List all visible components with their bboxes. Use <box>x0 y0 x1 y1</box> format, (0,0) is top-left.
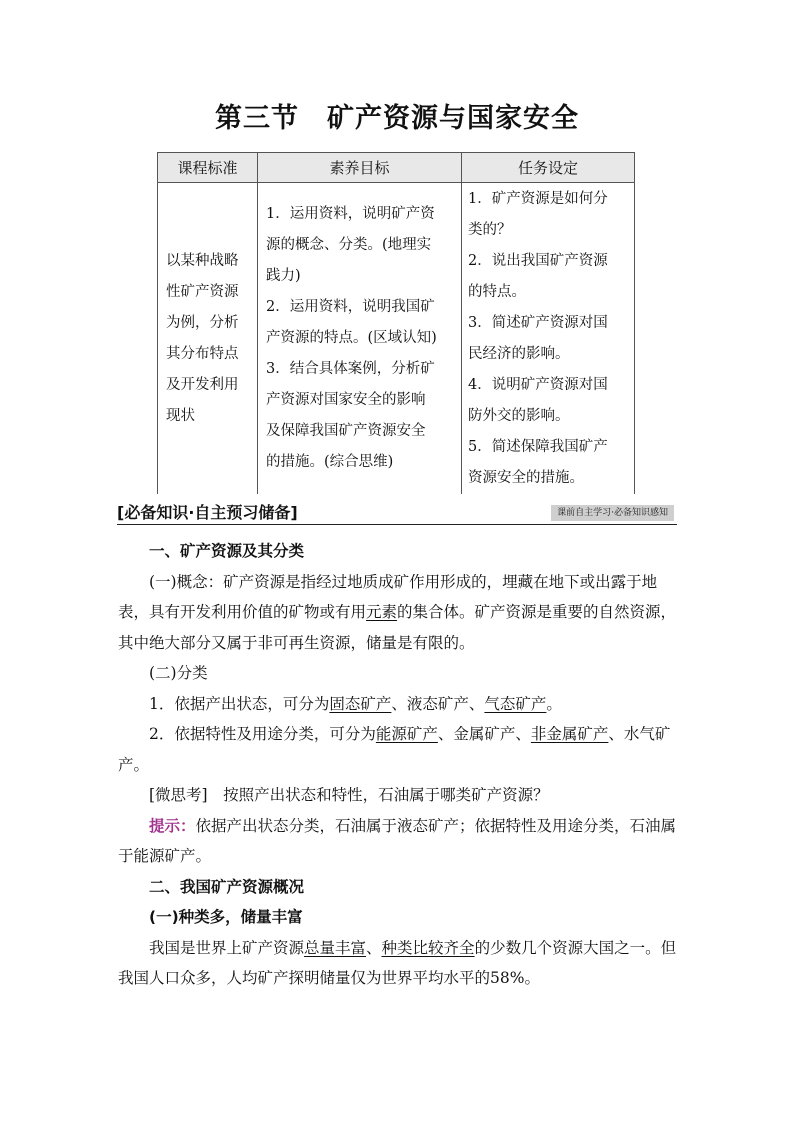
standard-line: 现状 <box>166 407 195 424</box>
page-title: 第三节 矿产资源与国家安全 <box>215 103 579 134</box>
goal-line: 产资源的特点。(区域认知) <box>266 330 437 346</box>
task-line: 1．矿产资源是如何分 <box>468 191 608 207</box>
section-heading: [必备知识·自主预习储备] <box>117 503 298 522</box>
standard-line: 其分布特点 <box>166 345 239 362</box>
task-line: 2．说出我国矿产资源 <box>468 253 608 269</box>
variety-paragraph: 我国是世界上矿产资源总量丰富、种类比较齐全的少数几个资源大国之一。但我国人口众多，人均矿产探明储量仅为世界平均水平的58%。 <box>118 938 677 987</box>
underlined-term: 能源矿产 <box>375 725 438 743</box>
classification-item-1: 1．依据产出状态，可分为固态矿产、液态矿产、气态矿产。 <box>149 694 562 713</box>
classification-item-2: 2．依据特性及用途分类，可分为能源矿产、金属矿产、非金属矿产、水气矿产。 <box>118 725 671 774</box>
header-standard: 课程标准 <box>158 153 258 183</box>
classification-heading: (二)分类 <box>149 664 208 682</box>
standard-cell <box>158 183 258 495</box>
goal-line: 的措施。(综合思维) <box>266 454 394 470</box>
think-question: [微思考] 按照产出状态和特性，石油属于哪类矿产资源？ <box>149 786 549 804</box>
section-divider <box>117 498 677 525</box>
task-line: 的特点。 <box>468 284 526 300</box>
heading-china-overview: 二、我国矿产资源概况 <box>149 877 305 896</box>
content-body <box>118 536 678 994</box>
goal-line: 源的概念、分类。(地理实 <box>266 237 432 253</box>
underlined-term: 非金属矿产 <box>530 725 609 743</box>
underlined-term: 气态矿产 <box>484 694 547 713</box>
subheading-variety: (一)种类多，储量丰富 <box>149 908 303 926</box>
underlined-term: 元素 <box>366 603 398 621</box>
curriculum-table <box>157 152 635 494</box>
standard-line: 及开发利用 <box>166 376 239 393</box>
goal-line: 2．运用资料，说明我国矿 <box>266 299 435 315</box>
goal-line: 及保障我国矿产资源安全 <box>266 423 426 439</box>
concept-paragraph: (一)概念：矿产资源是指经过地质成矿作用形成的，埋藏在地下或出露于地表，具有开发利用价值的矿物或有用元素的集合体。矿产资源是重要的自然资源，其中绝大部分又属于非可再生资源，储量是有限的。 <box>118 572 677 652</box>
table-row <box>158 183 635 495</box>
task-line: 资源安全的措施。 <box>468 470 584 486</box>
task-line: 类的？ <box>468 222 512 238</box>
task-line: 5．简述保障我国矿产 <box>468 439 608 455</box>
tasks-cell <box>462 183 635 495</box>
hint-paragraph: 提示：依据产出状态分类，石油属于液态矿产；依据特性及用途分类，石油属于能源矿产。 <box>118 816 677 865</box>
task-line: 防外交的影响。 <box>468 408 570 424</box>
goal-line: 践力) <box>266 268 301 284</box>
goal-line: 3．结合具体案例，分析矿 <box>266 361 435 377</box>
table-header-row <box>158 153 635 183</box>
underlined-term: 总量丰富 <box>304 938 367 957</box>
standard-line: 以某种战略 <box>166 252 239 269</box>
task-line: 民经济的影响。 <box>468 346 570 362</box>
goal-line: 1．运用资料，说明矿产资 <box>266 206 435 222</box>
standard-line: 为例，分析 <box>166 314 239 331</box>
task-line: 4．说明矿产资源对国 <box>468 377 608 393</box>
goals-cell <box>258 183 462 495</box>
section-tag: 课前自主学习·必备知识感知 <box>551 505 674 521</box>
header-goals: 素养目标 <box>258 153 462 183</box>
goal-line: 产资源对国家安全的影响 <box>266 392 426 408</box>
hint-label: 提示： <box>149 816 196 835</box>
task-line: 3．简述矿产资源对国 <box>468 315 608 331</box>
standard-line: 性矿产资源 <box>166 283 239 300</box>
underlined-term: 种类比较齐全 <box>381 938 475 957</box>
header-tasks: 任务设定 <box>462 153 635 183</box>
heading-mineral-classification: 一、矿产资源及其分类 <box>149 542 305 560</box>
underlined-term: 固态矿产 <box>329 694 392 713</box>
